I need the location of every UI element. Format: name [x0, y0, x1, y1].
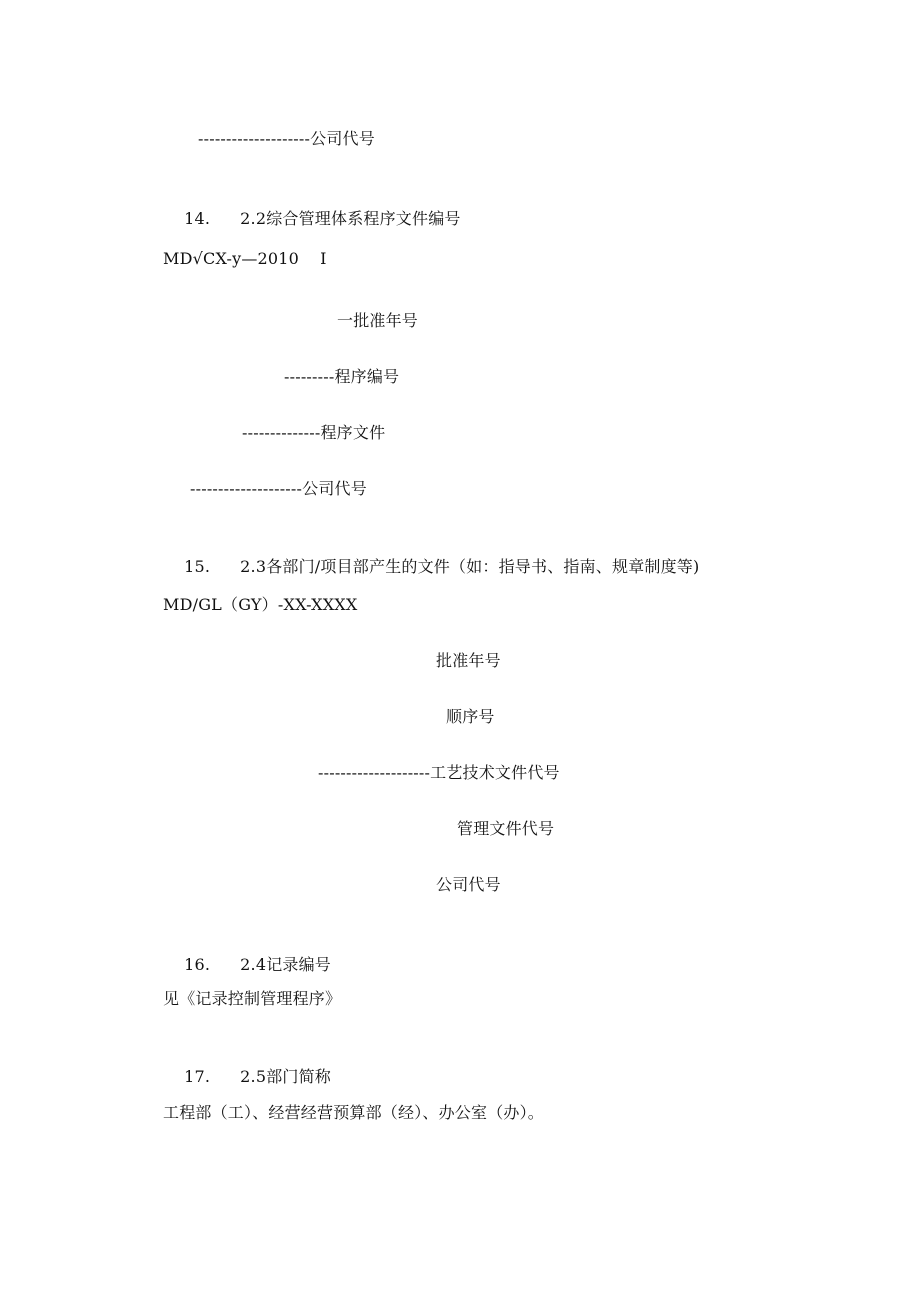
program-number-line: ---------程序编号	[284, 367, 400, 386]
section-title: 2.3各部门/项目部产生的文件（如：指导书、指南、规章制度等)	[240, 557, 700, 576]
company-code-line-2: --------------------公司代号	[190, 479, 367, 498]
section-title: 2.5部门简称	[240, 1067, 332, 1086]
section-number: 16.	[184, 955, 211, 974]
section-title: 2.4记录编号	[240, 955, 332, 974]
approval-year-line-2: 批准年号	[436, 651, 501, 670]
section-number: 17.	[184, 1067, 211, 1086]
section-15-heading	[163, 534, 699, 600]
section-number: 14.	[184, 209, 211, 228]
company-code-line-1: --------------------公司代号	[198, 129, 375, 148]
process-doc-code-line: --------------------工艺技术文件代号	[318, 763, 560, 782]
sequence-number-line: 顺序号	[446, 707, 495, 726]
management-doc-code-line: 管理文件代号	[457, 819, 555, 838]
section-14-heading	[163, 186, 461, 252]
program-code-format: MD√CX-y—2010 I	[163, 249, 327, 268]
record-reference-line: 见《记录控制管理程序》	[163, 989, 342, 1008]
program-document-line: --------------程序文件	[242, 423, 386, 442]
department-abbreviations-line: 工程部（工）、经营经营预算部（经）、办公室（办）。	[163, 1103, 545, 1122]
section-17-heading	[163, 1044, 331, 1110]
section-title: 2.2综合管理体系程序文件编号	[240, 209, 461, 228]
section-number: 15.	[184, 557, 211, 576]
department-code-format: MD/GL（GY）-XX-XXXX	[163, 595, 358, 614]
approval-year-line-1: 一批准年号	[337, 311, 419, 330]
company-code-line-3: 公司代号	[436, 875, 501, 894]
